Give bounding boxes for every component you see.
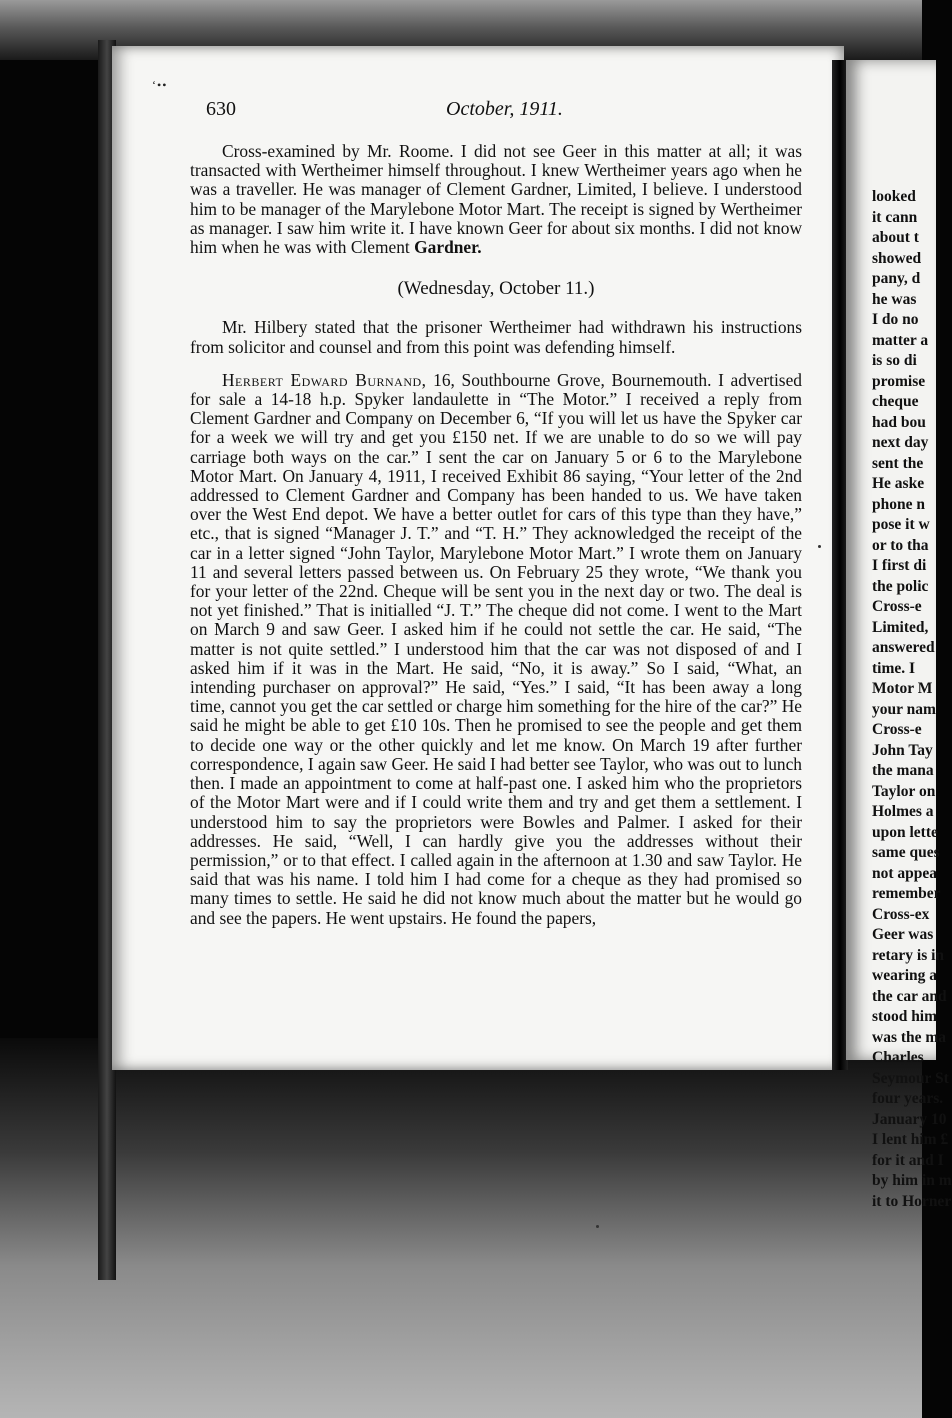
- running-head-date: [446, 98, 563, 121]
- facing-page-line: Taylor on: [872, 782, 936, 800]
- paragraph-gap: [190, 357, 802, 371]
- facing-page-line: Seymour St: [872, 1069, 949, 1087]
- facing-page-line: I do no: [872, 311, 919, 328]
- facing-page-line: was the ma: [872, 1028, 947, 1046]
- facing-page-line: wearing a: [872, 967, 938, 984]
- facing-page-line: Holmes a: [872, 803, 934, 820]
- facing-page-line: the mana: [872, 762, 934, 779]
- page-body: [190, 142, 802, 928]
- paragraph-1-text: Cross-examined by Mr. Roome. I did not see Geer in this matter at all; it was transacted with Wertheimer himself throughout. I knew Wertheimer years ago when he was a traveller. He was manager of Clement Gardner, Limited, I believe. I understood him to be manager of the Marylebone Motor Mart. The receipt is signed by Wertheimer as manager. I saw him write it. I have known Geer for about six months. I did not know him when he was with Clement: [190, 141, 802, 258]
- paragraph-1-tail: Gardner.: [414, 237, 482, 258]
- facing-page-line: Limited,: [872, 618, 929, 636]
- facing-page-line: Charles: [872, 1049, 924, 1066]
- facing-page-line: Cross-e: [872, 598, 922, 615]
- facing-page-line: for it and I: [872, 1151, 944, 1169]
- facing-page-line: same ques: [872, 844, 940, 861]
- paragraph-hilbery: Mr. Hilbery stated that the prisoner Wertheimer had withdrawn his instructions from solicitor and counsel and from this point was defending himself.: [190, 317, 802, 357]
- facing-page-line: pany, d: [872, 270, 921, 287]
- facing-page-line: four years.: [872, 1090, 944, 1107]
- facing-page-line: Geer was: [872, 926, 934, 943]
- facing-page-line: not appea: [872, 864, 938, 882]
- facing-page-line: matter a: [872, 331, 929, 349]
- facing-page-line: Cross-ex: [872, 905, 930, 923]
- page-number: 630: [206, 98, 236, 120]
- facing-page-line: upon lette: [872, 823, 938, 841]
- corner-mark: ‘••: [152, 78, 168, 92]
- scan-speck: [596, 1225, 599, 1228]
- facing-page-line: your nam: [872, 700, 936, 718]
- facing-page-line: sent the: [872, 454, 924, 472]
- paragraph-cross-examination: [190, 142, 802, 257]
- facing-page-text: [872, 187, 952, 1212]
- scan-speck: [818, 545, 821, 548]
- facing-page-line: Motor M: [872, 680, 933, 697]
- facing-page-line: promise: [872, 372, 926, 390]
- facing-page-line: it cann: [872, 208, 918, 226]
- facing-page-line: is so di: [872, 352, 917, 369]
- scan-bottom-background: [0, 1038, 922, 1418]
- facing-page-line: the car and: [872, 987, 947, 1005]
- facing-page-line: January 10: [872, 1110, 947, 1128]
- facing-page-line: it to Horner: [872, 1192, 952, 1210]
- facing-page-line: next day: [872, 434, 929, 451]
- facing-page-line: or to tha: [872, 536, 929, 554]
- facing-page-line: retary is in: [872, 946, 945, 964]
- facing-page-line: by him in m: [872, 1172, 952, 1189]
- facing-page-line: phone n: [872, 495, 925, 513]
- facing-page-line: I first di: [872, 557, 927, 574]
- facing-page-line: stood him: [872, 1008, 938, 1025]
- date-heading: (Wednesday, October 11.): [397, 278, 595, 300]
- facing-page-line: about t: [872, 229, 919, 246]
- facing-page-line: the polic: [872, 577, 929, 595]
- facing-page-line: had bou: [872, 413, 926, 431]
- facing-page-line: time. I: [872, 659, 916, 677]
- facing-page-line: pose it w: [872, 516, 930, 533]
- facing-page-line: John Tay: [872, 741, 933, 759]
- facing-page-line: remember: [872, 885, 941, 902]
- facing-page-line: he was: [872, 290, 917, 308]
- witness-name: Herbert Edward Burnand,: [222, 369, 427, 390]
- facing-page-line: I lent him £: [872, 1131, 949, 1148]
- facing-page-line: He aske: [872, 475, 925, 492]
- facing-page-line: looked: [872, 188, 916, 205]
- facing-page-line: cheque: [872, 393, 919, 410]
- facing-page-line: answered: [872, 639, 935, 656]
- facing-page-line: showed: [872, 249, 922, 267]
- paragraph-burnand: [190, 371, 802, 928]
- paragraph-3-text: 16, Southbourne Grove, Bournemouth. I advertised for sale a 14-18 h.p. Spyker landaulette in “The Motor.” I received a reply from Clement Gardner and Company on December 6, “If you will let us have the Spyker car for a week we will try and get you £150 net. If we are unable to do so we will pay carriage both ways on the car.” I sent the car on January 5 or 6 to the Marylebone Motor Mart. On January 4, 1911, I received Exhibit 86 saying, “Your letter of the 2nd addressed to Clement Gardner and Company has been handed to us. We have taken over the West End depot. We have a better outlet for cars of this type than they have,” etc., that is signed “Manager J. T.” and “T. H.” They acknowledged the receipt of the car in a letter signed “John Taylor, Marylebone Motor Mart.” I wrote them on January 11 and several letters passed between us. On February 25 they wrote, “We thank you for your letter of the 22nd. Cheque will be sent you in the next day or two. The deal is not yet finished.” That is initialled “J. T.” The cheque did not come. I went to the Mart on March 9 and saw Geer. I asked him if he could not settle the car. He said, “The matter is not quite settled.” I understood him that the car was not disposed of and I asked him if it was in the Mart. He said, “No, it is away.” So I said, “What, an intending purchaser on approval?” He said, “Yes.” I said, “It has been away a long time, cannot you get the car settled or charge him something for the hire of the car?” He said he might be able to get £10 10s. Then he promised to see the people and get them to decide one way or the other quickly and let me know. On March 19 after further correspondence, I again saw Geer. He said I had better see Taylor, who was out to lunch then. I made an appointment to come at half-past one. I asked him who the proprietors of the Motor Mart were and if I could write them and try and get them a settlement. I understood him to say the proprietors were Bowles and Palmer. I asked for their addresses. He said, “Well, I can hardly give you the addresses without their permission,” or to that effect. I called again in the afternoon at 1.30 and saw Taylor. He said that was his name. I told him I had come for a cheque as they had promised so many times to settle. He said he did not know much about the matter but he would go and see the papers. He went upstairs. He found the papers,: [190, 369, 802, 928]
- running-head-text: October, 1911.: [446, 98, 563, 120]
- facing-page-line: Cross-e: [872, 721, 922, 738]
